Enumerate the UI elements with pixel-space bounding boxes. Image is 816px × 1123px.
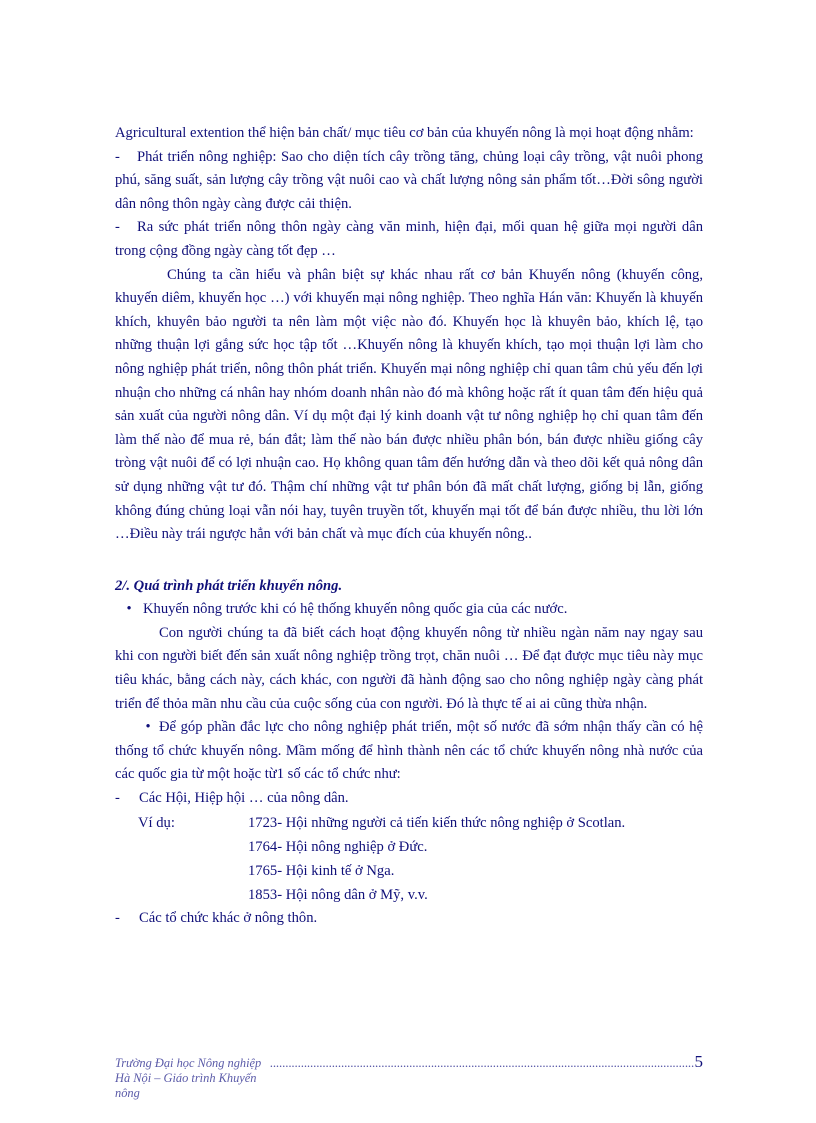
history-paragraph: Con người chúng ta đã biết cách hoạt động khuyến nông từ nhiều ngàn năm nay ngay sau khi con người biết đến sản xuất nông nghiệp trồng trọt, chăn nuôi … Để đạt được mục tiêu này mục tiêu khác, bằng cách này, cách khác, con người đã hành động sao cho nông nghiệp ngày càng phát triển để thỏa mãn nhu cầu của cuộc sống của con người. Đó là thực tế ai ai cũng thừa nhận. (115, 624, 703, 712)
goal-text-2: Ra sức phát triển nông thôn ngày càng văn minh, hiện đại, mối quan hệ giữa mọi người dân trong cộng đồng ngày càng tốt đẹp … (115, 219, 703, 259)
goal-item-1 (115, 146, 703, 217)
example-item: 1765- Hội kinh tế ở Nga. (248, 862, 395, 879)
distinction-paragraph: Chúng ta cần hiểu và phân biệt sự khác nhau rất cơ bản Khuyến nông (khuyến công, khuyến diêm, khuyến học …) với khuyến mại nông nghiệp. Theo nghĩa Hán văn: Khuyến là khuyến khích, khuyên bảo người ta nên làm một việc nào đó. Khuyến học là khuyên bảo, khích lệ, tạo những thuận lợi gắng sức học tập tốt …Khuyến nông là khuyến khích, tạo mọi thuận lợi làm cho nông nghiệp phát triển, nông thôn phát triển. Khuyến mại nông nghiệp chỉ quan tâm chủ yếu đến lợi nhuận cho những cá nhân hay nhóm doanh nhân nào đó mà không hoặc rất ít quan tâm đến hiệu quả sản xuất của người nông dân. Ví dụ một đại lý kinh doanh vật tư nông nghiệp họ chỉ quan tâm đến làm thế nào để mua rẻ, bán đắt; làm thế nào bán được nhiều phân bón, bán được nhiều giống cây tròng vật nuôi để có lợi nhuận cao. Họ không quan tâm đến hướng dẫn và theo dõi kết quả nông dân sử dụng những vật tư đó. Thậm chí những vật tư phân bón đã mất chất lượng, giống bị lẫn, giống không đúng chủng loại vẫn nói hay, tuyên truyền tốt, khuyến mại tốt để bán được nhiều, thu lời lớn …Điều này trái ngược hẳn với bản chất và mục đích của khuyến nông.. (115, 266, 703, 543)
bullet-text-2: Để góp phần đắc lực cho nông nghiệp phát triển, một số nước đã sớm nhận thấy cần có hệ thống tổ chức khuyến nông. Mầm mống để hình thành nên các tổ chức khuyến nông nhà nước của các quốc gia từ một hoặc từ1 số các tổ chức như: (115, 719, 703, 783)
org-text-2: Các tổ chức khác ở nông thôn. (139, 909, 318, 926)
dash-marker: - (115, 219, 120, 236)
bullet-item-2 (115, 716, 703, 787)
org-item-2 (115, 907, 703, 931)
example-row-4 (115, 883, 703, 907)
org-item-1 (115, 787, 703, 811)
bullet-icon: • (126, 601, 132, 618)
page-footer (115, 1052, 703, 1101)
example-label: Ví dụ: (138, 814, 175, 831)
dash-marker: - (115, 909, 120, 926)
bullet-item-1 (115, 598, 703, 622)
goal-item-2 (115, 216, 703, 263)
bullet-icon: • (145, 719, 151, 736)
example-item: 1853- Hội nông dân ở Mỹ, v.v. (248, 886, 428, 903)
page-number: 5 (694, 1052, 703, 1071)
org-text-1: Các Hội, Hiệp hội … của nông dân. (139, 790, 349, 807)
footer-text: Trường Đại học Nông nghiệp Hà Nội – Giáo trình Khuyến nông (115, 1056, 262, 1100)
example-row-3 (115, 859, 703, 883)
example-row-1 (115, 811, 703, 835)
dash-marker: - (115, 148, 120, 165)
example-item: 1723- Hội những người cả tiến kiến thức nông nghiệp ở Scotlan. (248, 814, 626, 831)
example-row-2 (115, 835, 703, 859)
goal-text-1: Phát triển nông nghiệp: Sao cho diện tích cây trồng tăng, chủng loại cây trồng, vật nuôi phong phú, săng suất, sản lượng cây trồng vật nuôi cao và chất lượng nông sản phẩm tốt…Đời sông người dân nông thôn ngày càng được cải thiện. (115, 148, 703, 212)
bullet-text-1: Khuyến nông trước khi có hệ thống khuyến nông quốc gia của các nước. (143, 601, 568, 618)
dash-marker: - (115, 790, 120, 807)
section-heading: 2/. Quá trình phát triển khuyến nông. (115, 577, 343, 594)
footer-leader-dots: ......................................................................................................................................... (267, 1056, 695, 1070)
document-body (115, 122, 703, 930)
example-item: 1764- Hội nông nghiệp ở Đức. (248, 838, 428, 855)
intro-paragraph: Agricultural extention thể hiện bản chất/ mục tiêu cơ bản của khuyến nông là mọi hoạt động nhằm: (115, 125, 694, 141)
